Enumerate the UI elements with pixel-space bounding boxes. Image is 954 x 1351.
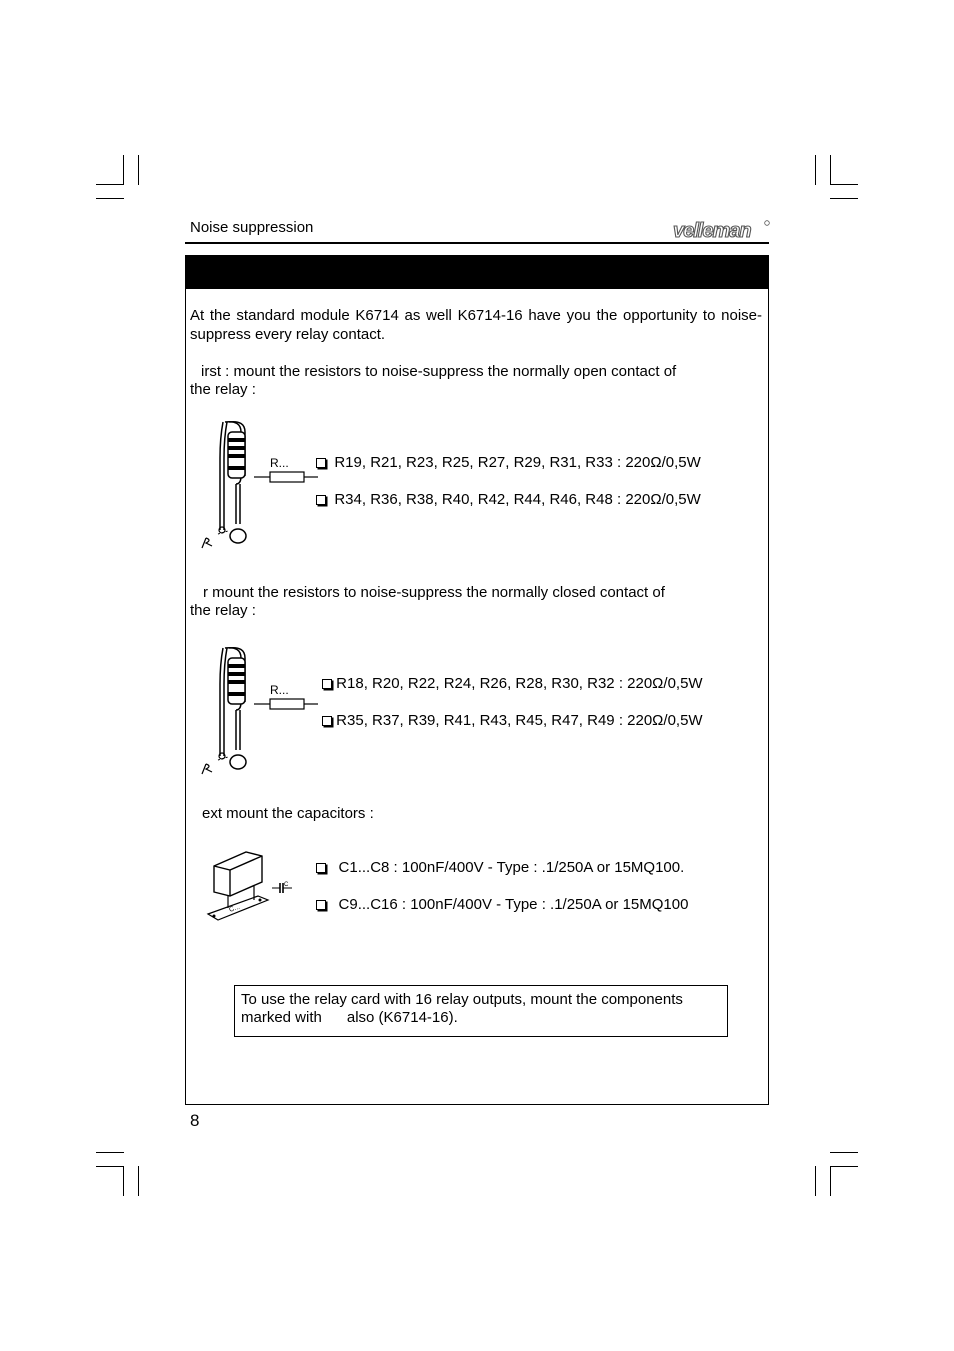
list-item: [316, 896, 688, 913]
intro-paragraph: At the standard module K6714 as well K6714-16 have you the opportunity to noise-suppress every relay contact.: [190, 307, 762, 343]
note-line: marked with also (K6714-16).: [241, 1009, 458, 1026]
crop-mark: [830, 1152, 858, 1153]
list-item: [322, 675, 703, 692]
brand-logo-text: velleman: [673, 220, 751, 241]
page-number: 8: [190, 1111, 200, 1130]
second-step-line: r mount the resistors to noise-suppress the normally closed contact of: [203, 584, 665, 601]
crop-mark: [96, 184, 124, 185]
list-item-text: R34, R36, R38, R40, R42, R44, R46, R48 : 220Ω/0,5W: [334, 491, 701, 508]
list-item: [316, 454, 701, 471]
crop-mark: [123, 155, 124, 185]
crop-mark: [830, 198, 858, 199]
resistor-symbol: [254, 468, 318, 486]
resistor-mount-icon: [196, 644, 256, 776]
list-item: [316, 859, 684, 876]
svg-text:C...: C...: [228, 903, 241, 914]
crop-mark: [830, 1166, 858, 1167]
first-step-line-2: the relay :: [190, 381, 256, 398]
note-line: To use the relay card with 16 relay outputs, mount the components: [241, 991, 683, 1008]
crop-mark: [96, 198, 124, 199]
header-rule: [185, 242, 769, 244]
crop-mark: [138, 1166, 139, 1196]
checkbox-icon: [322, 716, 332, 726]
crop-mark: [123, 1166, 124, 1196]
checkbox-icon: [316, 900, 326, 910]
list-item-text: C9...C16 : 100nF/400V - Type : .1/250A or 15MQ100: [338, 896, 689, 913]
crop-mark: [830, 184, 858, 185]
list-item-text: C1...C8 : 100nF/400V - Type : .1/250A or 15MQ100.: [338, 859, 685, 876]
list-item: [316, 491, 701, 508]
list-item-text: R19, R21, R23, R25, R27, R29, R31, R33 : 220Ω/0,5W: [334, 454, 701, 471]
checkbox-icon: [316, 863, 326, 873]
crop-mark: [96, 1152, 124, 1153]
first-step-line: irst : mount the resistors to noise-suppress the normally open contact of: [201, 363, 677, 380]
list-item: [322, 712, 703, 729]
resistor-label: R...: [270, 456, 289, 470]
third-step-line: ext mount the capacitors :: [202, 805, 374, 822]
resistor-label: R...: [270, 683, 289, 697]
svg-text:C: C: [284, 882, 289, 888]
checkbox-icon: [316, 458, 326, 468]
second-step-line-2: the relay :: [190, 602, 256, 619]
resistor-mount-icon: [196, 418, 256, 550]
crop-mark: [815, 155, 816, 185]
section-banner: [185, 255, 769, 289]
crop-mark: [96, 1166, 124, 1167]
capacitor-mount-icon: [206, 846, 296, 926]
note-box: [234, 985, 728, 1037]
checkbox-icon: [316, 495, 326, 505]
crop-mark: [815, 1166, 816, 1196]
resistor-symbol: [254, 695, 318, 713]
list-item-text: R18, R20, R22, R24, R26, R28, R30, R32 : 220Ω/0,5W: [336, 675, 703, 692]
crop-mark: [830, 155, 831, 185]
section-title: Noise suppression: [190, 219, 314, 236]
list-item-text: R35, R37, R39, R41, R43, R45, R47, R49 : 220Ω/0,5W: [336, 712, 703, 729]
crop-mark: [830, 1166, 831, 1196]
crop-mark: [138, 155, 139, 185]
checkbox-icon: [322, 679, 332, 689]
